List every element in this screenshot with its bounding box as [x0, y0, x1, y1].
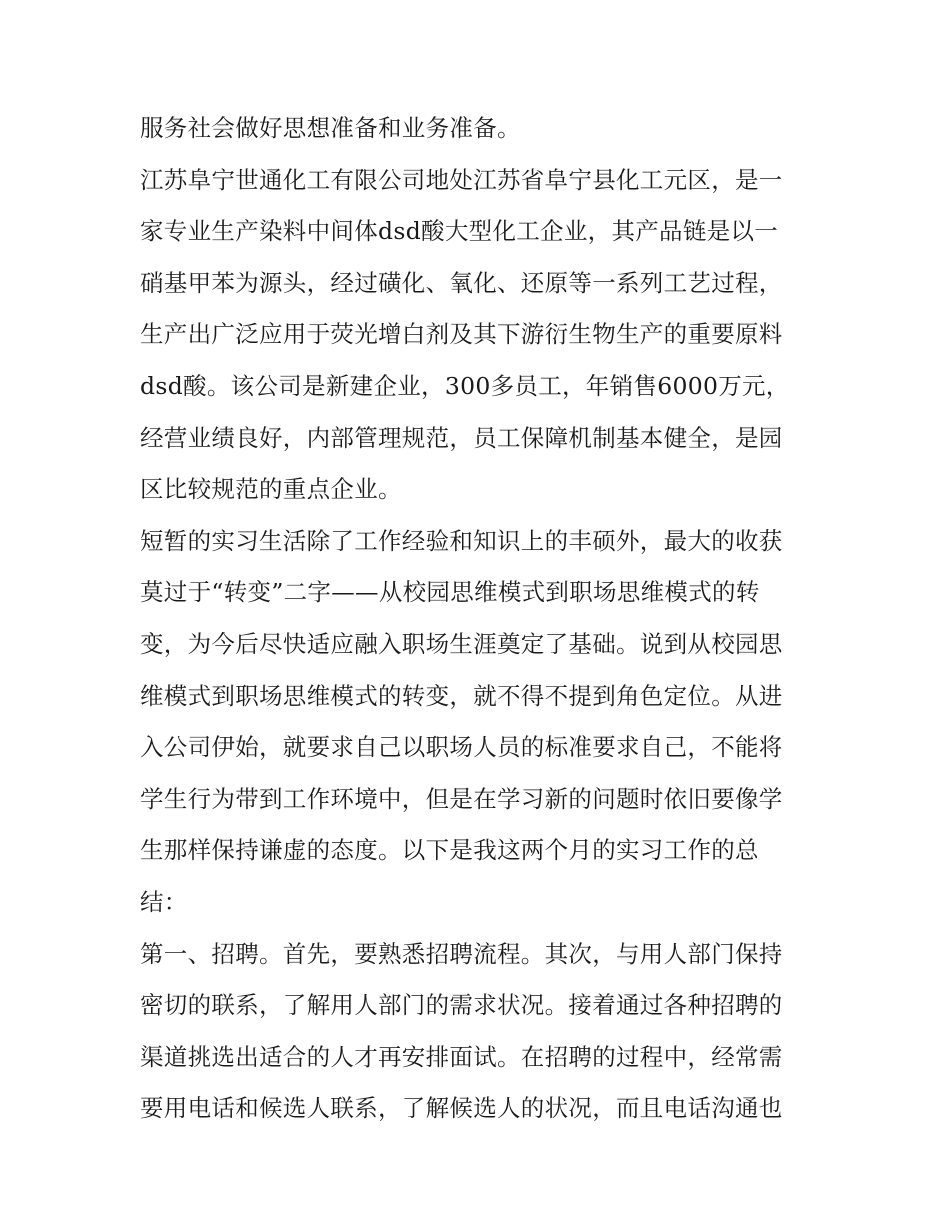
text-line: 莫过于“转变”二字——从校园思维模式到职场思维模式的转 [140, 578, 760, 607]
text-line: 结： [140, 887, 188, 916]
text-line: 江苏阜宁世通化工有限公司地处江苏省阜宁县化工元区，是一 [140, 165, 783, 194]
text-line: 家专业生产染料中间体dsd酸大型化工企业，其产品链是以一 [140, 217, 779, 246]
text-line: 密切的联系，了解用人部门的需求状况。接着通过各种招聘的 [140, 991, 783, 1020]
text-line: 第一、招聘。首先，要熟悉招聘流程。其次，与用人部门保持 [140, 939, 783, 968]
text-line: 硝基甲苯为源头，经过磺化、氧化、还原等一系列工艺过程， [140, 268, 783, 297]
text-line: 短暂的实习生活除了工作经验和知识上的丰硕外，最大的收获 [140, 526, 783, 555]
text-line: 经营业绩良好，内部管理规范，员工保障机制基本健全，是园 [140, 423, 783, 452]
text-line: 变，为今后尽快适应融入职场生涯奠定了基础。说到从校园思 [140, 629, 783, 658]
text-line: 维模式到职场思维模式的转变，就不得不提到角色定位。从进 [140, 681, 783, 710]
text-line: 入公司伊始，就要求自己以职场人员的标准要求自己，不能将 [140, 733, 783, 762]
text-line: 渠道挑选出适合的人才再安排面试。在招聘的过程中，经常需 [140, 1042, 783, 1071]
text-line: dsd酸。该公司是新建企业，300多员工，年销售6000万元， [140, 371, 790, 400]
text-line: 要用电话和候选人联系，了解候选人的状况，而且电话沟通也 [140, 1094, 783, 1123]
text-line: 学生行为带到工作环境中，但是在学习新的问题时依旧要像学 [140, 784, 783, 813]
text-line: 区比较规范的重点企业。 [140, 475, 402, 504]
text-line: 服务社会做好思想准备和业务准备。 [140, 114, 521, 142]
text-line: 生那样保持谦虚的态度。以下是我这两个月的实习工作的总 [140, 836, 759, 865]
document-body [140, 108, 820, 1140]
text-line: 生产出广泛应用于荧光增白剂及其下游衍生物生产的重要原料 [140, 320, 783, 349]
